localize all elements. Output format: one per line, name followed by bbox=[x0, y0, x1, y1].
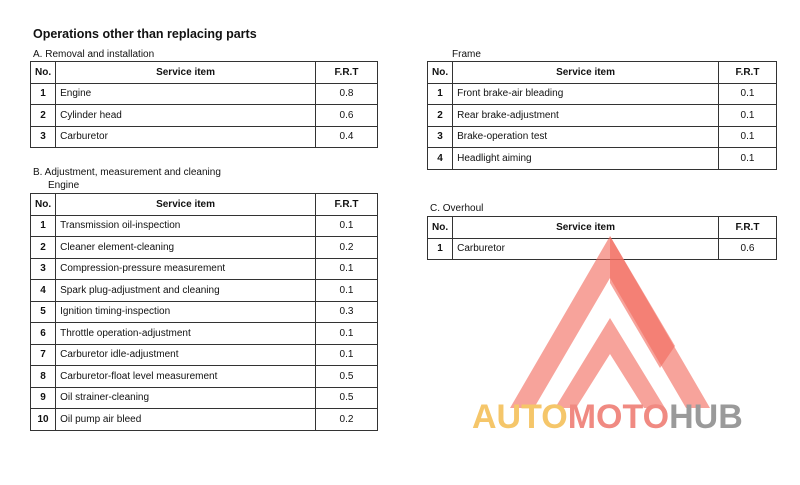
table-row bbox=[428, 148, 777, 170]
row-number: 1 bbox=[428, 83, 453, 105]
table-row bbox=[31, 237, 378, 259]
watermark-text bbox=[472, 400, 743, 434]
row-number: 10 bbox=[31, 409, 56, 431]
row-number: 1 bbox=[428, 238, 453, 260]
column-header-service-item: Service item bbox=[453, 217, 719, 239]
row-number: 4 bbox=[31, 280, 56, 302]
row-number: 3 bbox=[428, 126, 453, 148]
table-row bbox=[428, 126, 777, 148]
frt-value-cell: 0.8 bbox=[316, 83, 378, 105]
table-row bbox=[31, 366, 378, 388]
removal-installation-table bbox=[30, 61, 378, 148]
row-number: 2 bbox=[428, 105, 453, 127]
service-item-cell: Carburetor bbox=[453, 238, 719, 260]
frame-title: Frame bbox=[452, 49, 481, 60]
column-header-service-item: Service item bbox=[56, 194, 316, 216]
frt-value-cell: 0.2 bbox=[316, 409, 378, 431]
frt-value-cell: 0.6 bbox=[316, 105, 378, 127]
service-item-cell: Spark plug-adjustment and cleaning bbox=[56, 280, 316, 302]
service-item-cell: Carburetor bbox=[56, 126, 316, 148]
column-header-service-item: Service item bbox=[453, 62, 719, 84]
table-row bbox=[31, 215, 378, 237]
row-number: 9 bbox=[31, 387, 56, 409]
table-row bbox=[31, 105, 378, 127]
column-header-frt: F.R.T bbox=[316, 194, 378, 216]
table-header-row bbox=[428, 62, 777, 84]
service-item-cell: Oil strainer-cleaning bbox=[56, 387, 316, 409]
frt-value-cell: 0.2 bbox=[316, 237, 378, 259]
row-number: 5 bbox=[31, 301, 56, 323]
frt-value-cell: 0.1 bbox=[316, 215, 378, 237]
row-number: 3 bbox=[31, 126, 56, 148]
service-item-cell: Brake-operation test bbox=[453, 126, 719, 148]
table-row bbox=[31, 344, 378, 366]
service-item-cell: Engine bbox=[56, 83, 316, 105]
frt-value-cell: 0.1 bbox=[316, 323, 378, 345]
row-number: 2 bbox=[31, 237, 56, 259]
column-header-service-item: Service item bbox=[56, 62, 316, 84]
column-header-no: No. bbox=[31, 194, 56, 216]
section-b-title: B. Adjustment, measurement and cleaning bbox=[33, 167, 221, 178]
service-item-cell: Throttle operation-adjustment bbox=[56, 323, 316, 345]
service-item-cell: Compression-pressure measurement bbox=[56, 258, 316, 280]
table-row bbox=[31, 258, 378, 280]
row-number: 1 bbox=[31, 215, 56, 237]
table-row bbox=[31, 323, 378, 345]
table-row bbox=[31, 387, 378, 409]
frt-value-cell: 0.1 bbox=[719, 148, 777, 170]
frt-value-cell: 0.4 bbox=[316, 126, 378, 148]
frt-value-cell: 0.1 bbox=[316, 344, 378, 366]
row-number: 7 bbox=[31, 344, 56, 366]
column-header-frt: F.R.T bbox=[316, 62, 378, 84]
service-item-cell: Cylinder head bbox=[56, 105, 316, 127]
column-header-frt: F.R.T bbox=[719, 217, 777, 239]
table-row bbox=[428, 83, 777, 105]
row-number: 8 bbox=[31, 366, 56, 388]
section-b-subtitle: Engine bbox=[48, 180, 80, 191]
table-row bbox=[31, 280, 378, 302]
frt-value-cell: 0.5 bbox=[316, 366, 378, 388]
service-item-cell: Carburetor-float level measurement bbox=[56, 366, 316, 388]
frt-value-cell: 0.5 bbox=[316, 387, 378, 409]
frame-table bbox=[427, 61, 777, 170]
table-row bbox=[31, 83, 378, 105]
row-number: 1 bbox=[31, 83, 56, 105]
frt-value-cell: 0.1 bbox=[719, 126, 777, 148]
column-header-frt: F.R.T bbox=[719, 62, 777, 84]
section-c-title: C. Overhoul bbox=[430, 203, 484, 214]
table-row bbox=[31, 126, 378, 148]
service-item-cell: Front brake-air bleading bbox=[453, 83, 719, 105]
service-item-cell: Rear brake-adjustment bbox=[453, 105, 719, 127]
row-number: 6 bbox=[31, 323, 56, 345]
table-row bbox=[428, 105, 777, 127]
watermark-part-auto: AUTO bbox=[472, 398, 568, 436]
service-item-cell: Carburetor idle-adjustment bbox=[56, 344, 316, 366]
table-header-row bbox=[31, 62, 378, 84]
service-item-cell: Transmission oil-inspection bbox=[56, 215, 316, 237]
column-header-no: No. bbox=[31, 62, 56, 84]
frt-value-cell: 0.1 bbox=[316, 280, 378, 302]
row-number: 2 bbox=[31, 105, 56, 127]
adjustment-measurement-table bbox=[30, 193, 378, 431]
column-header-no: No. bbox=[428, 217, 453, 239]
section-a-title: A. Removal and installation bbox=[33, 49, 155, 60]
frt-value-cell: 0.1 bbox=[316, 258, 378, 280]
watermark-part-hub: HUB bbox=[669, 398, 743, 436]
frt-value-cell: 0.1 bbox=[719, 105, 777, 127]
row-number: 3 bbox=[31, 258, 56, 280]
table-row bbox=[31, 409, 378, 431]
page-title: Operations other than replacing parts bbox=[33, 27, 257, 41]
table-header-row bbox=[31, 194, 378, 216]
service-item-cell: Cleaner element-cleaning bbox=[56, 237, 316, 259]
service-item-cell: Oil pump air bleed bbox=[56, 409, 316, 431]
service-item-cell: Ignition timing-inspection bbox=[56, 301, 316, 323]
service-item-cell: Headlight aiming bbox=[453, 148, 719, 170]
row-number: 4 bbox=[428, 148, 453, 170]
column-header-no: No. bbox=[428, 62, 453, 84]
frt-value-cell: 0.1 bbox=[719, 83, 777, 105]
frt-value-cell: 0.3 bbox=[316, 301, 378, 323]
frt-value-cell: 0.6 bbox=[719, 238, 777, 260]
table-row bbox=[31, 301, 378, 323]
watermark-part-moto: MOTO bbox=[567, 398, 670, 436]
